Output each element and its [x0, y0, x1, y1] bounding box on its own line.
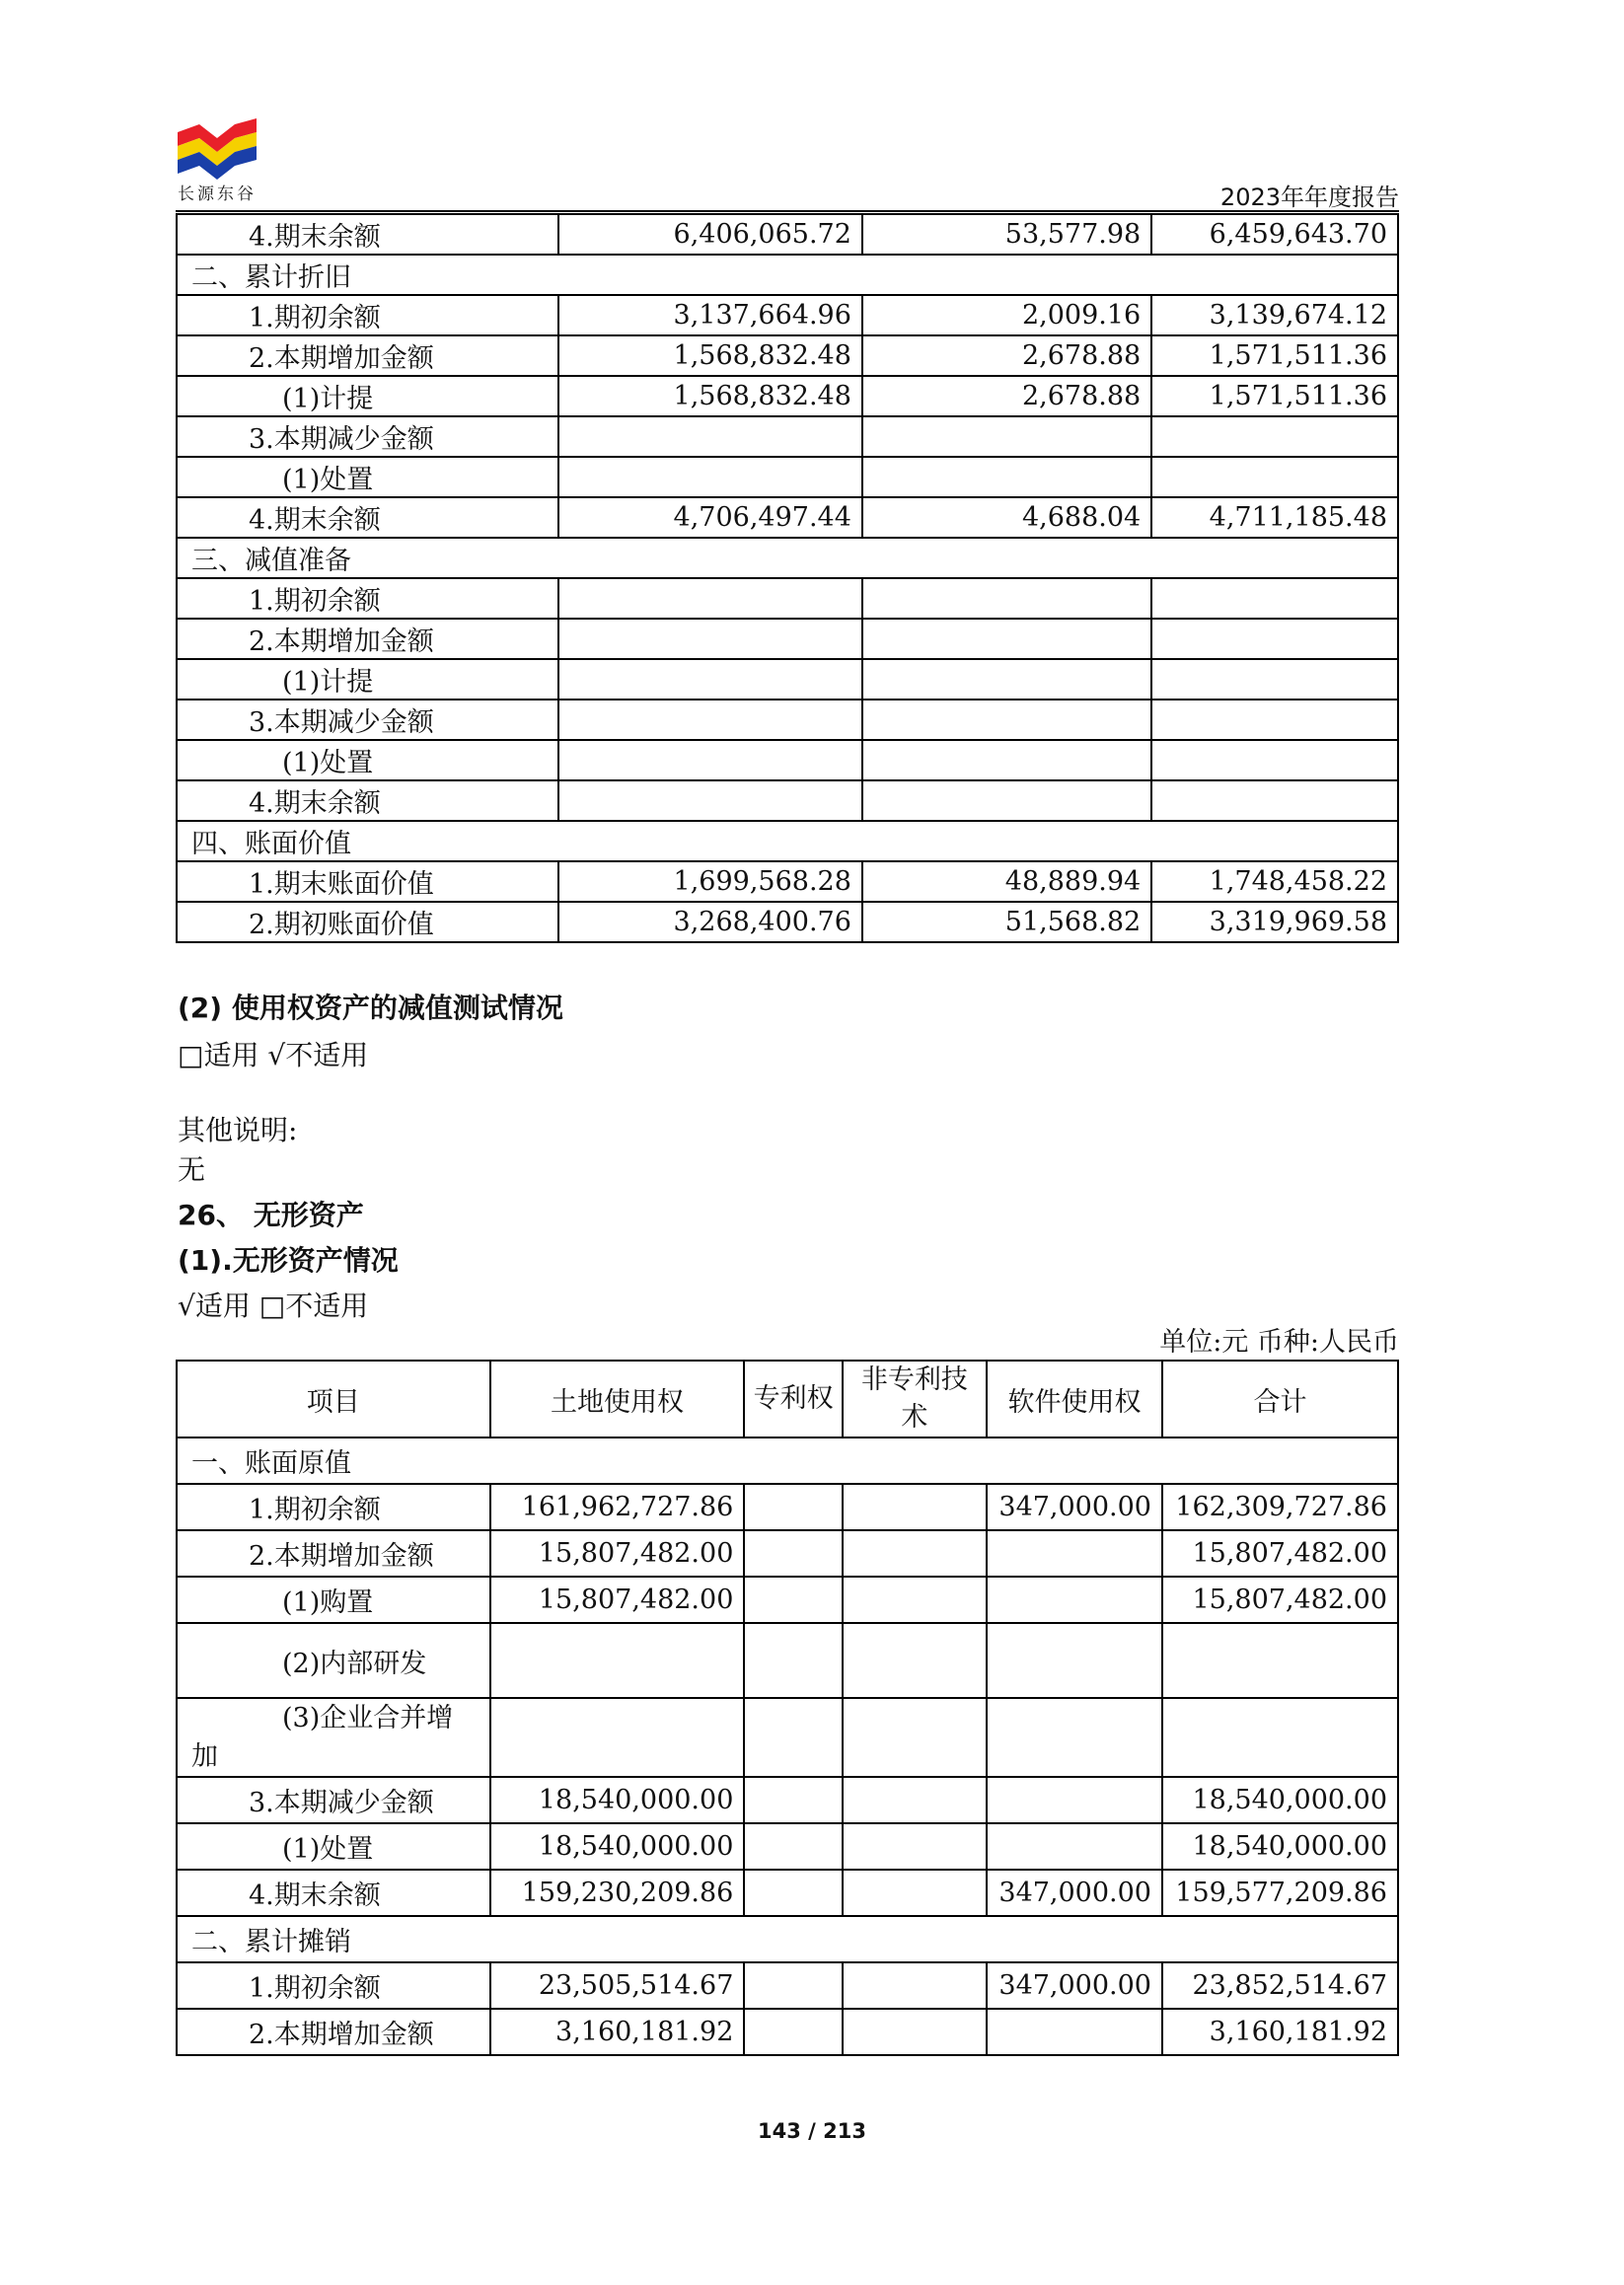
row-value: 3,268,400.76: [558, 902, 861, 942]
right-of-use-asset-table: [176, 213, 1399, 943]
row-value: 15,807,482.00: [1162, 1530, 1398, 1577]
row-label: 1.期初余额: [177, 578, 558, 619]
row-value: [862, 457, 1151, 497]
row-label: 4.期末余额: [177, 497, 558, 538]
table-row: [177, 1437, 1398, 1484]
row-value: [843, 1962, 987, 2009]
row-label: 四、账面价值: [177, 821, 1398, 861]
row-label: 2.本期增加金额: [177, 335, 558, 376]
row-value: [558, 740, 861, 780]
table-row: [177, 255, 1398, 295]
row-value: 3,160,181.92: [490, 2009, 745, 2055]
table-row: [177, 1777, 1398, 1823]
row-value: 3,137,664.96: [558, 295, 861, 335]
intangible-assets-table: [176, 1360, 1399, 2056]
table-row: [177, 1530, 1398, 1577]
row-value: 2,009.16: [862, 295, 1151, 335]
other-notes-label: 其他说明:: [178, 1114, 298, 1146]
row-value: [1151, 780, 1398, 821]
header-item: 项目: [177, 1361, 490, 1437]
impairment-test-applicability: □适用 √不适用: [178, 1039, 369, 1071]
row-value: 1,748,458.22: [1151, 861, 1398, 902]
row-value: [744, 1577, 842, 1623]
row-value: [558, 578, 861, 619]
table-row: [177, 902, 1398, 942]
table-row: [177, 1623, 1398, 1698]
table-row: [177, 214, 1398, 255]
row-value: [843, 2009, 987, 2055]
row-value: [843, 1530, 987, 1577]
row-label: 2.本期增加金额: [177, 1530, 490, 1577]
row-value: [558, 619, 861, 659]
row-value: 53,577.98: [862, 214, 1151, 255]
row-value: [1151, 619, 1398, 659]
table-row: [177, 457, 1398, 497]
table-row: [177, 376, 1398, 416]
row-value: [987, 1623, 1162, 1698]
row-value: 159,230,209.86: [490, 1870, 745, 1916]
row-value: [558, 416, 861, 457]
row-value: 347,000.00: [987, 1484, 1162, 1530]
table-row: [177, 740, 1398, 780]
row-value: [558, 659, 861, 700]
row-value: [862, 578, 1151, 619]
row-value: 1,568,832.48: [558, 376, 861, 416]
row-value: 48,889.94: [862, 861, 1151, 902]
intangible-assets-applicability: √适用 □不适用: [178, 1290, 369, 1322]
row-value: [862, 659, 1151, 700]
row-value: 161,962,727.86: [490, 1484, 745, 1530]
row-label: 3.本期减少金额: [177, 700, 558, 740]
table-row: [177, 538, 1398, 578]
table-row: [177, 780, 1398, 821]
row-value: [843, 1698, 987, 1777]
intangible-assets-heading: 26、 无形资产: [178, 1199, 364, 1231]
table-row: [177, 1916, 1398, 1962]
row-value: [558, 700, 861, 740]
intangible-assets-subheading: (1).无形资产情况: [178, 1244, 399, 1277]
table-row: [177, 2009, 1398, 2055]
row-value: 23,505,514.67: [490, 1962, 745, 2009]
row-value: 18,540,000.00: [1162, 1777, 1398, 1823]
table-row: [177, 1484, 1398, 1530]
row-label: (1)处置: [177, 1823, 490, 1870]
row-value: 1,571,511.36: [1151, 335, 1398, 376]
row-value: [744, 1698, 842, 1777]
header-divider: [176, 210, 1399, 212]
row-value: [1151, 740, 1398, 780]
row-value: [1162, 1698, 1398, 1777]
row-value: [744, 1870, 842, 1916]
table-row: [177, 295, 1398, 335]
header-non-patent-tech: 非专利技术: [843, 1361, 987, 1437]
row-label: (1)购置: [177, 1577, 490, 1623]
row-label: (2)内部研发: [177, 1623, 490, 1698]
row-value: 1,699,568.28: [558, 861, 861, 902]
row-value: 15,807,482.00: [490, 1577, 745, 1623]
table-row: [177, 497, 1398, 538]
row-label: (1)处置: [177, 740, 558, 780]
row-value: 51,568.82: [862, 902, 1151, 942]
other-notes-value: 无: [178, 1153, 206, 1186]
row-value: [744, 1777, 842, 1823]
row-label: 一、账面原值: [177, 1437, 1398, 1484]
table-header-row: [177, 1361, 1398, 1437]
row-value: [1151, 659, 1398, 700]
row-value: 18,540,000.00: [490, 1777, 745, 1823]
row-value: 2,678.88: [862, 376, 1151, 416]
row-value: 15,807,482.00: [1162, 1577, 1398, 1623]
row-value: [862, 619, 1151, 659]
unit-currency-note: 单位:元 币种:人民币: [1159, 1327, 1399, 1358]
row-value: 6,406,065.72: [558, 214, 861, 255]
row-label: 3.本期减少金额: [177, 1777, 490, 1823]
row-label: 二、累计摊销: [177, 1916, 1398, 1962]
row-value: 1,568,832.48: [558, 335, 861, 376]
row-value: 2,678.88: [862, 335, 1151, 376]
row-value: 18,540,000.00: [1162, 1823, 1398, 1870]
row-value: [843, 1823, 987, 1870]
row-value: [490, 1698, 745, 1777]
row-value: [843, 1870, 987, 1916]
row-value: [862, 780, 1151, 821]
row-value: [1162, 1623, 1398, 1698]
row-label: (1)计提: [177, 659, 558, 700]
table-row: [177, 1698, 1398, 1777]
row-value: [987, 1577, 1162, 1623]
row-label: (1)计提: [177, 376, 558, 416]
table-row: [177, 1962, 1398, 2009]
row-value: [1151, 457, 1398, 497]
header-total: 合计: [1162, 1361, 1398, 1437]
table-row: [177, 335, 1398, 376]
row-value: [843, 1777, 987, 1823]
row-label: 1.期初余额: [177, 295, 558, 335]
row-value: 347,000.00: [987, 1962, 1162, 2009]
table-row: [177, 861, 1398, 902]
row-label: 4.期末余额: [177, 780, 558, 821]
row-value: 4,706,497.44: [558, 497, 861, 538]
row-label: 2.本期增加金额: [177, 619, 558, 659]
row-value: [558, 457, 861, 497]
row-value: 6,459,643.70: [1151, 214, 1398, 255]
row-value: 3,319,969.58: [1151, 902, 1398, 942]
row-value: [1151, 578, 1398, 619]
table-row: [177, 659, 1398, 700]
row-value: 18,540,000.00: [490, 1823, 745, 1870]
row-label: 三、减值准备: [177, 538, 1398, 578]
report-title: 2023年年度报告: [1219, 184, 1399, 211]
row-value: [744, 1623, 842, 1698]
company-logo: [178, 118, 258, 180]
row-value: [987, 1698, 1162, 1777]
logo-text: 长源东谷: [178, 184, 257, 204]
row-value: [987, 1530, 1162, 1577]
table-row: [177, 821, 1398, 861]
row-label: 3.本期减少金额: [177, 416, 558, 457]
table-row: [177, 1870, 1398, 1916]
row-value: [987, 2009, 1162, 2055]
row-label: (3)企业合并增 加: [177, 1698, 490, 1777]
table-row: [177, 619, 1398, 659]
row-value: 347,000.00: [987, 1870, 1162, 1916]
row-label: (1)处置: [177, 457, 558, 497]
row-value: [843, 1623, 987, 1698]
row-value: [862, 416, 1151, 457]
row-value: 4,688.04: [862, 497, 1151, 538]
header-patent: 专利权: [744, 1361, 842, 1437]
row-label: 2.期初账面价值: [177, 902, 558, 942]
row-value: [1151, 416, 1398, 457]
row-label: 4.期末余额: [177, 214, 558, 255]
row-label: 4.期末余额: [177, 1870, 490, 1916]
row-value: 15,807,482.00: [490, 1530, 745, 1577]
row-value: [744, 1530, 842, 1577]
header-software-right: 软件使用权: [987, 1361, 1162, 1437]
row-value: [558, 780, 861, 821]
row-label: 1.期初余额: [177, 1962, 490, 2009]
row-value: 3,160,181.92: [1162, 2009, 1398, 2055]
row-value: [1151, 700, 1398, 740]
row-value: [843, 1577, 987, 1623]
row-value: 23,852,514.67: [1162, 1962, 1398, 2009]
impairment-test-heading: (2) 使用权资产的减值测试情况: [178, 992, 563, 1024]
row-label: 1.期初余额: [177, 1484, 490, 1530]
row-value: [744, 1823, 842, 1870]
row-value: 1,571,511.36: [1151, 376, 1398, 416]
row-label: 二、累计折旧: [177, 255, 1398, 295]
row-label: 1.期末账面价值: [177, 861, 558, 902]
table-row: [177, 416, 1398, 457]
row-value: [862, 700, 1151, 740]
table-row: [177, 1823, 1398, 1870]
row-value: 4,711,185.48: [1151, 497, 1398, 538]
row-label: 2.本期增加金额: [177, 2009, 490, 2055]
table-row: [177, 1577, 1398, 1623]
page-number: 143 / 213: [758, 2119, 866, 2143]
row-value: 162,309,727.86: [1162, 1484, 1398, 1530]
table-row: [177, 578, 1398, 619]
row-value: [987, 1823, 1162, 1870]
row-value: [744, 1484, 842, 1530]
header-land-use-right: 土地使用权: [490, 1361, 745, 1437]
row-value: [862, 740, 1151, 780]
row-value: [490, 1623, 745, 1698]
row-value: [744, 2009, 842, 2055]
row-value: [744, 1962, 842, 2009]
row-value: [987, 1777, 1162, 1823]
table-row: [177, 700, 1398, 740]
row-value: 3,139,674.12: [1151, 295, 1398, 335]
row-value: [843, 1484, 987, 1530]
row-value: 159,577,209.86: [1162, 1870, 1398, 1916]
